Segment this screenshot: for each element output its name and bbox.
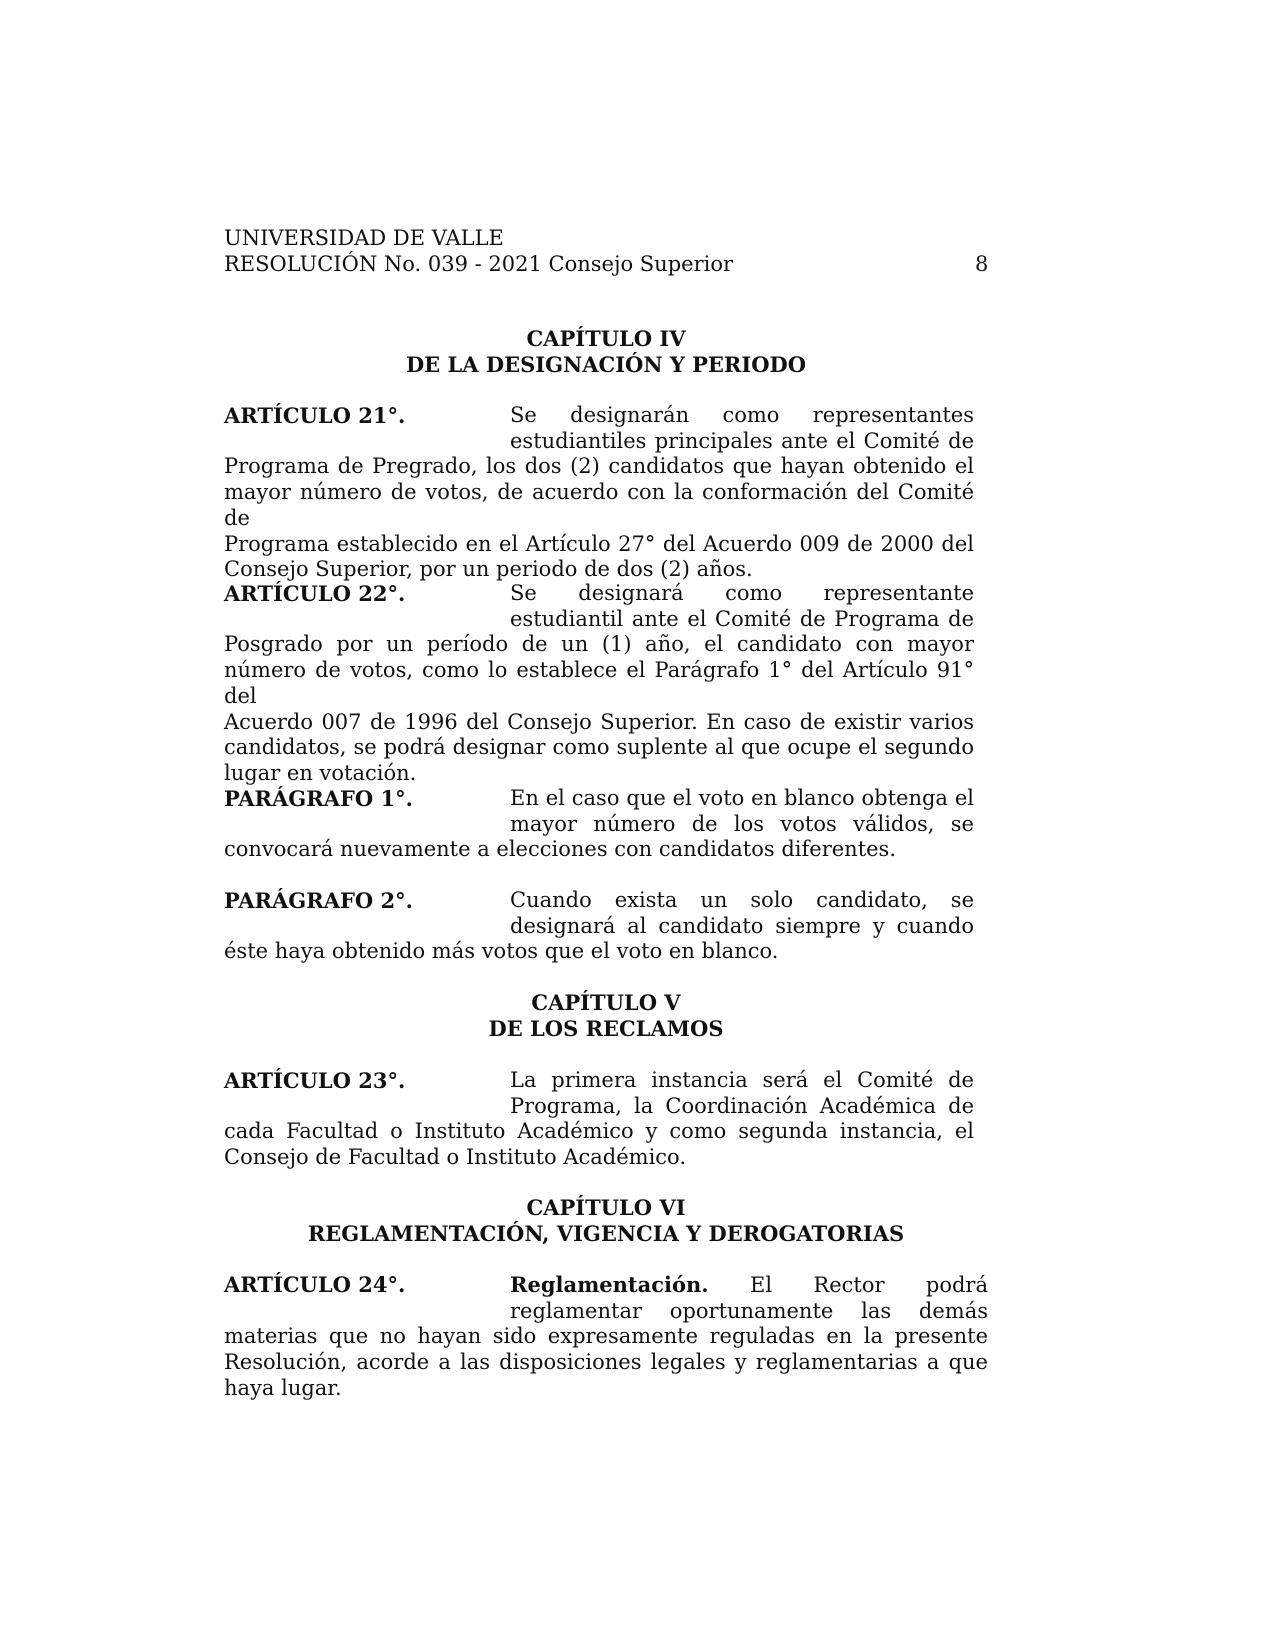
article-label: PARÁGRAFO 1°. <box>224 786 413 811</box>
resolution-title: RESOLUCIÓN No. 039 - 2021 Consejo Superior <box>224 252 734 276</box>
article-label: ARTÍCULO 21°. <box>224 403 406 428</box>
article-23: ARTÍCULO 23°. La primera instancia será el Comité de Programa, la Coordinación Académica de cada Facultad o Instituto Académico y como segunda instancia, el Consejo de Facultad o Instituto Académico. <box>224 1068 974 1170</box>
article-label: ARTÍCULO 23°. <box>224 1068 406 1093</box>
page-number: 8 <box>975 252 989 276</box>
paragraph-2: PARÁGRAFO 2°. Cuando exista un solo candidato, se designará al candidato siempre y cuando éste haya obtenido más votos que el voto en blanco. <box>224 888 974 964</box>
chapter-number: CAPÍTULO IV <box>526 326 686 351</box>
chapter-number: CAPÍTULO VI <box>526 1195 686 1220</box>
article-24: ARTÍCULO 24°. Reglamentación. El Rector podrá reglamentar oportunamente las demás materias que no hayan sido expresamente reguladas en la presente Resolución, acorde a las disposiciones legales y reglamentarias a que haya lugar. <box>224 1272 988 1400</box>
article-22: ARTÍCULO 22°. Se designará como representante estudiantil ante el Comité de Programa de Posgrado por un período de un (1) año, el candidato con mayor número de votos, como lo establece el Parágrafo 1° del Artículo 91° del Acuerdo 007 de 1996 del Consejo Superior. En caso de existir varios candidatos, se podrá designar como suplente al que ocupe el segundo lugar en votación. <box>224 581 974 785</box>
chapter-title: DE LOS RECLAMOS <box>488 1016 724 1041</box>
paragraph-1: PARÁGRAFO 1°. En el caso que el voto en blanco obtenga el mayor número de los votos válidos, se convocará nuevamente a elecciones con candidatos diferentes. <box>224 786 974 862</box>
article-label: ARTÍCULO 24°. <box>224 1272 406 1297</box>
article-heading: Reglamentación. <box>510 1272 709 1297</box>
chapter-title: DE LA DESIGNACIÓN Y PERIODO <box>405 352 807 377</box>
article-label: ARTÍCULO 22°. <box>224 581 406 606</box>
article-label: PARÁGRAFO 2°. <box>224 888 413 913</box>
chapter-title: REGLAMENTACIÓN, VIGENCIA Y DEROGATORIAS <box>307 1221 905 1246</box>
article-21: ARTÍCULO 21°. Se designarán como representantes estudiantiles principales ante el Comité de Programa de Pregrado, los dos (2) candidatos que hayan obtenido el mayor número de votos, de acuerdo con la conformación del Comité de Programa establecido en el Artículo 27° del Acuerdo 009 de 2000 del Consejo Superior, por un periodo de dos (2) años. <box>224 403 974 582</box>
institution-name: UNIVERSIDAD DE VALLE <box>224 226 504 250</box>
chapter-number: CAPÍTULO V <box>531 990 681 1015</box>
